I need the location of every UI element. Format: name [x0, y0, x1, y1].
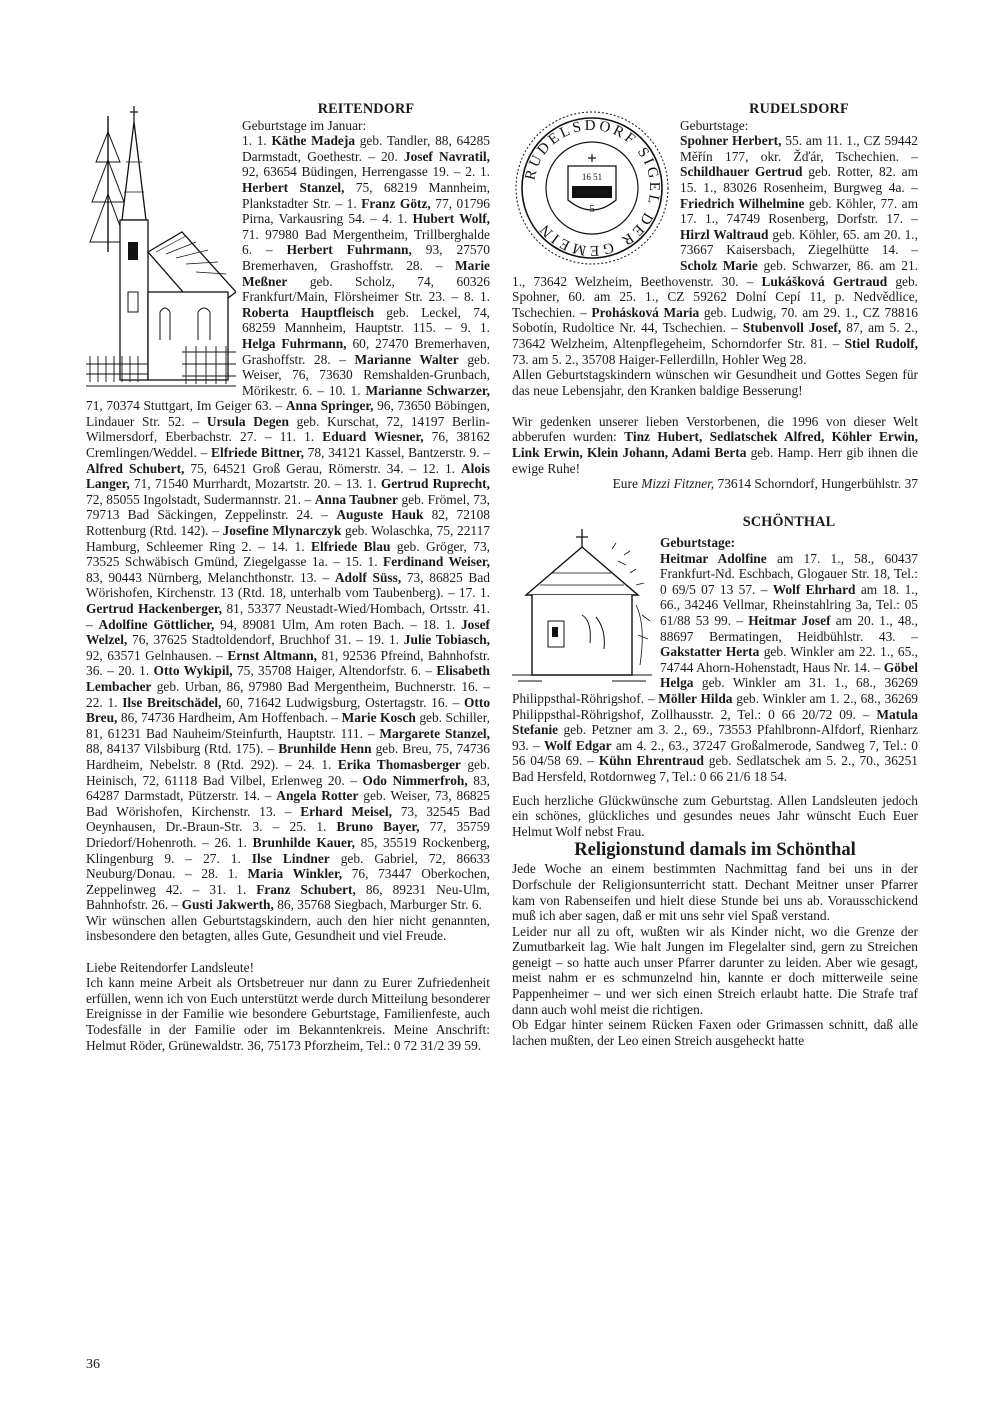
birthday-details: geb. Winkler am 1. 2., 68., 36269 Philippsthal-Röhrigshof, Zollhausstr. 2, Tel.: 0 66 20/72 09.	[512, 690, 918, 722]
separator: –	[102, 663, 119, 679]
religion-article	[512, 861, 918, 1048]
rudelsdorf-intro: Geburtstage:	[680, 117, 749, 133]
birthday-details: 88, 84137 Vilsbiburg (Rtd. 175).	[86, 741, 264, 757]
birthday-name: Möller Hilda	[658, 690, 733, 706]
birthday-name: Josefine Mlynarczyk	[222, 523, 342, 539]
separator: –	[259, 788, 277, 804]
separator: –	[256, 429, 280, 445]
birthday-details: 83, 90443 Nürnberg, Melanchthonstr. 13.	[86, 569, 317, 585]
birthday-name: Franz Schubert,	[256, 881, 356, 897]
birthday-date: 8. 1.	[463, 289, 491, 305]
birthday-name: Gertrud Ruprecht,	[380, 476, 490, 492]
birthday-details: geb. Gröger, 73, 73525 Schwäbisch Gmünd, Ziegelgasse 1a.	[86, 538, 490, 570]
birthday-details: geb. Gabriel, 72, 86633 Neuburg/Donau.	[86, 850, 490, 882]
rudelsdorf-memorial	[512, 414, 918, 476]
birthday-date: 1.	[346, 195, 362, 211]
memorial-names: Tinz Hubert, Sedlatschek Alfred, Köhler Erwin, Link Erwin, Klein Johann, Adami Berta	[512, 429, 919, 461]
birthday-name: Josef Navratil,	[403, 148, 490, 164]
rudelsdorf-seal	[512, 108, 672, 268]
birthday-name: Erhard Meisel,	[300, 803, 392, 819]
signature-name: Mizzi Fitzner,	[641, 476, 715, 492]
birthday-details: 76, 37625 Stadtoldendorf, Bruchhof 31.	[127, 632, 352, 648]
birthday-name: Herbert Stanzel,	[242, 179, 345, 195]
birthday-details: 85, 35519 Rockenberg, Klingenburg 9.	[86, 834, 491, 866]
birthday-details: 77, 35759 Driedorf/Hohenroth.	[86, 819, 490, 850]
birthday-details: am 18. 1., 66., 34246 Vellmar, Rheinstahlring 3a, Tel.: 05 61/88 53 99.	[660, 581, 919, 628]
separator: –	[351, 632, 368, 648]
birthday-details: geb. Spohner, 60. am 25. 1., CZ 59262 Dolní Cepí 11, p. Nedvědlice, Tschechien.	[512, 273, 918, 320]
birthday-details: 72, 85055 Ingolstadt, Sudermannstr. 21.	[86, 491, 301, 507]
separator: –	[196, 445, 212, 461]
separator: –	[316, 569, 335, 585]
birthday-details: geb. Sedlatschek am 5. 2., 70., 36251 Bad Hersfeld, Rotdornweg 7, Tel.: 0 66 21/6 18 54.	[512, 753, 918, 784]
birthday-name: Margarete Stanzel,	[379, 725, 490, 741]
separator: –	[262, 819, 290, 835]
birthday-details: 73, 32545 Bad Oeynhausen, Dr.-Braun-Str. 3.	[86, 803, 491, 835]
birthday-details: geb. Köhler, 77. am 17. 1., 74749 Rosenberg, Dorfstr. 17.	[680, 195, 918, 227]
separator: –	[263, 741, 279, 757]
birthday-name: Erika Thomasberger	[337, 756, 461, 772]
birthday-name: Stiel Rudolf,	[844, 335, 918, 351]
birthday-details: geb. Weiser, 73, 86825 Bad Wörishofen, Kirchenstr. 13.	[86, 788, 490, 819]
separator: –	[903, 211, 918, 227]
birthday-details: 92, 63571 Gelnhausen.	[86, 647, 212, 663]
birthday-details: 82, 72108 Rottenburg (Rtd. 142).	[86, 507, 490, 539]
birthday-name: Auguste Hauk	[336, 507, 424, 523]
separator: –	[174, 850, 204, 866]
separator: –	[904, 179, 919, 195]
birthday-name: Helga Fuhrmann,	[242, 335, 347, 351]
birthday-details: 76, 38162 Cremlingen/Weddel.	[86, 429, 491, 461]
chapel-illustration	[512, 525, 652, 685]
birthday-name: Ernst Altmann,	[227, 647, 318, 663]
birthday-name: Hubert Wolf,	[412, 211, 491, 227]
birthday-name: Maria Winkler,	[247, 866, 343, 882]
signature-address: 73614 Schorndorf, Hungerbühlstr. 37	[717, 476, 918, 492]
birthday-details: 81, 92536 Pfreind, Bahnhofstr. 36.	[86, 647, 490, 679]
birthday-details: 83, 64287 Darmstadt, Pützerstr. 14.	[86, 772, 490, 804]
separator: –	[731, 613, 749, 628]
birthday-date: 24. 1.	[298, 756, 338, 772]
birthday-date: 25. 1.	[289, 819, 337, 835]
birthday-name: Ursula Degen	[206, 413, 289, 429]
religion-paragraph: Ob Edgar hinter seinem Rücken Faxen oder Grimassen schnitt, daß alle lachen mußten, der Leo einen Streich ausgeheckt hatte	[512, 1017, 918, 1048]
birthday-details: 55. am 11. 1., CZ 59442 Měřín 177, okr. Žďár, Tschechien.	[680, 133, 919, 164]
birthday-details: 60, 27470 Bremerhaven, Grashoffstr. 28.	[242, 335, 490, 367]
birthday-name: Prohásková Maria	[591, 304, 700, 320]
birthday-date: 27. 1.	[203, 850, 252, 866]
separator: –	[421, 663, 437, 679]
birthday-details: geb. Frömel, 73, 79713 Bad Säckingen, Zeppelinstr. 24.	[86, 491, 490, 523]
birthday-details: 71, 70374 Stuttgart, Im Geiger 63.	[86, 398, 272, 414]
memorial-tail: geb. Hamp. Herr gib ihnen die ewige Ruhe!	[512, 445, 918, 476]
rudelsdorf-title: RUDELSDORF	[749, 101, 849, 117]
birthday-name: Heitmar Adolfine	[660, 550, 767, 566]
birthday-details: 93, 27570 Bremerhaven, Grashoffstr. 28.	[242, 242, 490, 273]
birthday-date: 10. 1.	[328, 382, 366, 398]
reitendorf-wishes: Wir wünschen allen Geburtstagskindern, auch den hier nicht genannten, insbesondere den betagten, alles Gute, Gesundheit und viel Freude.	[86, 912, 490, 944]
birthday-details: 71, 71540 Murrhardt, Mozartstr. 20.	[129, 476, 331, 492]
birthday-name: Anna Taubner	[314, 491, 398, 507]
reitendorf-letter-greeting: Liebe Reitendorfer Landsleute!	[86, 959, 255, 975]
separator: –	[443, 585, 459, 601]
birthday-name: Adolfine Göttlicher,	[98, 616, 215, 632]
birthday-details: am 17. 1., 58., 60437 Frankfurt-Nd. Eschbach, Glogauer Str. 18, Tel.: 0 69/5 07 13 57.	[660, 550, 918, 597]
birthday-name: Friedrich Wilhelmine	[680, 195, 805, 211]
birthday-name: Göbel Helga	[660, 659, 918, 691]
separator: –	[344, 772, 363, 788]
birthday-name: Gusti Jakwerth,	[181, 897, 274, 913]
birthday-date: 22. 1.	[86, 694, 123, 710]
separator: –	[582, 753, 599, 769]
page-number: 36	[86, 1357, 100, 1372]
birthday-date: 18. 1.	[422, 616, 461, 632]
birthday-name: Anna Springer,	[285, 398, 374, 414]
separator: –	[312, 382, 329, 398]
birthday-details: geb. Tandler, 88, 64285 Darmstadt, Goethestr.	[242, 133, 490, 164]
birthday-name: Hirzl Waltraud	[680, 226, 769, 242]
birthday-name: Elisabeth Lembacher	[86, 663, 490, 694]
birthday-name: Schildhauer Gertrud	[680, 164, 803, 180]
birthday-name: Franz Götz,	[361, 195, 431, 211]
memorial-lead: Wir gedenken unserer lieben Verstorbenen, die 1996 von dieser Welt abberufen wurden:	[512, 413, 918, 445]
separator: –	[528, 737, 545, 753]
birthday-name: Otto Breu,	[86, 694, 491, 726]
schoenthal-wishes: Euch herzliche Glückwünsche zum Geburtstag. Allen Landsleuten jedoch ein schönes, glückliches und gesundes neues Jahr wünscht Euch Euer Helmut Wolf nebst Frau.	[512, 792, 918, 839]
separator: –	[168, 897, 182, 913]
birthday-name: Bruno Bayer,	[336, 819, 420, 835]
separator: –	[362, 725, 380, 741]
separator: –	[895, 628, 919, 644]
birthday-name: Julie Tobiasch,	[403, 632, 491, 648]
birthday-details: geb. Köhler, 65. am 20. 1., 73667 Kaisersbach, Ziegelhütte 14.	[680, 226, 918, 258]
religion-paragraph: Leider nur all zu oft, wußten wir als Kinder nicht, wo die Grenze der Zumutbarkeit lag. Wie halt Jungen im Flegelalter sind, gern zu Streichen geneigt – so hatte auch unser Pfarrer darunter zu leiden. Aber wie gesagt, meist nahm er es schmunzelnd hin, kannte er doch mitterweile seine Pappenheimer – und wer sich einen Streich erlaubt hatte. Die Strafe traf dann auch wohl meist die richtigen.	[512, 923, 918, 1017]
separator: –	[361, 148, 381, 164]
birthday-name: Kühn Ehrentraud	[598, 753, 704, 769]
birthday-details: geb. Urban, 86, 97980 Bad Mergentheim, Buchnerstr. 16.	[151, 678, 479, 694]
birthday-details: geb. Wolaschka, 75, 22117 Hamburg, Schleemer Ring 2.	[86, 523, 491, 554]
separator: –	[449, 164, 466, 180]
separator: –	[330, 476, 346, 492]
birthday-name: Ilse Lindner	[251, 850, 330, 866]
birthday-name: Marianne Walter	[354, 351, 459, 367]
rudelsdorf-wishes: Allen Geburtstagskindern wünschen wir Gesundheit und Gottes Segen für das neue Lebensjahr, den Kranken baldige Besserung!	[512, 367, 918, 398]
separator: –	[175, 866, 202, 882]
birthday-name: Herbert Fuhrmann,	[286, 242, 412, 258]
separator: –	[479, 445, 490, 461]
birthday-name: Angela Rotter	[276, 788, 359, 804]
birthday-name: Alfred Schubert,	[86, 460, 185, 476]
religion-heading: Religionstund damals im Schönthal	[574, 839, 856, 861]
svg-text:5: 5	[589, 203, 595, 215]
birthday-name: Alois Langer,	[86, 460, 491, 492]
birthday-date: 13. 1.	[345, 476, 381, 492]
birthday-date: 9. 1.	[460, 320, 491, 336]
separator: –	[86, 616, 99, 632]
birthday-date: 1. 1.	[242, 133, 272, 149]
separator: –	[827, 335, 845, 351]
birthday-date: 15. 1.	[345, 554, 384, 570]
separator: –	[422, 257, 456, 273]
birthday-name: Josef Welzel,	[86, 616, 490, 648]
separator: –	[898, 242, 918, 258]
birthday-details: 81, 53377 Neustadt-Wied/Hombach, Ortsstr. 41.	[222, 601, 490, 616]
birthday-details: 77, 01796 Pirna, Varkausring 54.	[242, 195, 490, 227]
birthday-date: 19. 1.	[367, 632, 404, 648]
birthday-name: Ferdinand Weiser,	[383, 554, 490, 570]
separator: –	[403, 460, 423, 476]
birthday-date: 20.	[380, 148, 404, 164]
birthday-details: 86, 35768 Siegbach, Marburger Str. 6.	[273, 897, 482, 913]
separator: –	[725, 320, 743, 336]
separator: –	[313, 507, 337, 523]
birthday-name: Elfriede Bittner,	[211, 445, 304, 461]
birthday-details: 75, 35708 Haiger, Altendorfstr. 6.	[232, 663, 422, 679]
birthday-date: 14. 1.	[271, 538, 312, 554]
separator: –	[330, 351, 355, 367]
schoenthal-title: SCHÖNTHAL	[742, 514, 836, 531]
religion-paragraph: Jede Woche an einem bestimmten Nachmittag fand bei uns in der Dorfschule der Religionsunterricht statt. Dechant Meitner unser Pfarrer kam von Rabenseifen und hielt diese Stunde bei uns ab. Vorausschickend muß ich aber sagen, daß er mit uns sehr viel Spaß verstand.	[512, 861, 918, 924]
birthday-details: 94, 89081 Ulm, Am roten Bach.	[214, 616, 405, 632]
birthday-details: geb. Schiller, 81, 61231 Bad Nauheim/Steinfurth, Hauptstr. 111.	[86, 710, 490, 741]
birthday-details: 75, 64521 Groß Gerau, Römerstr. 34.	[184, 460, 404, 476]
birthday-name: Wolf Ehrhard	[772, 581, 856, 597]
separator: –	[435, 320, 461, 336]
birthday-name: Otto Wykipil,	[153, 663, 233, 679]
separator: –	[252, 242, 287, 258]
separator: –	[276, 803, 301, 819]
separator: –	[404, 616, 423, 632]
birthday-details: 71. 97980 Bad Mergentheim, Trillberghalde 6.	[242, 226, 490, 258]
birthday-name: Brunhilde Kauer,	[252, 834, 355, 850]
birthday-name: Gertrud Hackenberger,	[86, 601, 222, 616]
rudelsdorf-signature	[512, 476, 918, 492]
separator: –	[478, 678, 491, 694]
birthday-name: Elfriede Blau	[311, 538, 391, 554]
birthday-details: geb. Winkler am 31. 1., 68., 36269 Philippsthal-Röhrigshof.	[512, 675, 918, 706]
reitendorf-title: REITENDORF	[317, 101, 415, 117]
birthday-details: 60, 71642 Ludwigsburg, Ostertagstr. 16.	[221, 694, 448, 710]
seal-year: 16 51	[581, 172, 603, 182]
separator: –	[644, 690, 659, 706]
birthday-name: Heitmar Josef	[748, 613, 831, 628]
birthday-name: Marianne Schwarzer,	[365, 382, 490, 398]
separator: –	[327, 554, 346, 570]
separator: –	[447, 694, 464, 710]
birthday-name: Käthe Madeja	[271, 133, 356, 149]
reitendorf-letter-body: Ich kann meine Arbeit als Ortsbetreuer nur dann zu Eurer Zufriedenheit erfüllen, wenn ich von Euch unterstützt werde durch Mitteilung besonderer Ereignisse in der Familie wie besondere Geburtstage, Familienfeste, auch Todesfälle in der Familie oder im Bekanntenkreis. Meine Anschrift: Helmut Röder, Grünewaldstr. 36, 75173 Pforzheim, Tel.: 0 72 31/2 39 59.	[86, 975, 490, 1053]
birthday-date: 31. 1.	[209, 881, 257, 897]
separator: –	[755, 581, 773, 597]
separator: –	[330, 195, 347, 211]
birthday-date: 20. 1.	[118, 663, 154, 679]
birthday-name: Odo Nimmerfroh,	[362, 772, 468, 788]
birthday-details: am 20. 1., 48., 88697 Bermatingen, Heidbühlstr. 43.	[660, 613, 919, 644]
birthday-name: Eduard Wiesner,	[322, 429, 424, 445]
separator: –	[899, 148, 918, 164]
birthday-name: Lukášková Gertraud	[761, 273, 888, 289]
right-column	[512, 102, 918, 1048]
schoenthal-intro: Geburtstage:	[660, 535, 736, 551]
birthday-name: Marie Kosch	[341, 710, 416, 726]
birthday-details: geb. Heinisch, 72, 61118 Bad Vilbel, Erlenweg 20.	[86, 756, 491, 788]
separator: –	[184, 413, 207, 429]
birthday-details: geb. Schwarzer, 86. am 21. 1., 73642 Welzheim, Beethovenstr. 30.	[512, 257, 918, 289]
birthday-date: 26. 1.	[214, 834, 253, 850]
birthday-details: 78, 34121 Kassel, Bantzerstr. 9.	[303, 445, 480, 461]
birthday-details: 87, am 5. 2., 73642 Welzheim, Altenpflegeheim, Schorndorfer Str. 81.	[512, 320, 918, 351]
birthday-name: Spohner Herbert,	[680, 133, 782, 149]
separator: –	[182, 881, 210, 897]
separator: –	[575, 304, 592, 320]
birthday-details: 92, 63654 Büdingen, Herrengasse 19.	[242, 164, 450, 180]
birthday-details: geb. Rotter, 82. am 15. 1., 83026 Rosenheim, Burgweg 4a.	[680, 164, 918, 195]
birthday-details: geb. Weiser, 76, 73630 Remshalden-Grunbach, Mörikestr. 6.	[242, 351, 490, 398]
separator: –	[208, 523, 223, 539]
signature-lead: Eure	[612, 476, 638, 492]
birthday-name: Marie Meßner	[242, 257, 490, 289]
birthday-details: geb. Ludwig, 70. am 29. 1., CZ 78816 Sobotín, Rudoltice Nr. 44, Tschechien.	[512, 304, 919, 336]
birthday-details: geb. Breu, 75, 74736 Hardheim, Nebelstr. 8 (Rtd. 292).	[86, 741, 490, 772]
birthday-name: Matula Stefanie	[512, 706, 918, 738]
birthday-name: Adolf Süss,	[334, 569, 402, 585]
birthday-details: 96, 73650 Böbingen, Lindauer Str. 52.	[86, 398, 490, 429]
birthday-details: geb. Petzner am 3. 2., 69., 73553 Pfahlbronn-Alfdorf, Rienharz 93.	[512, 722, 918, 753]
birthday-name: Brunhilde Henn	[278, 741, 372, 757]
separator: –	[278, 756, 299, 772]
church-illustration	[86, 102, 236, 390]
birthday-date: 2. 1.	[465, 164, 491, 180]
reitendorf-column	[86, 102, 490, 1053]
separator: –	[211, 647, 228, 663]
birthday-details: 76, 73447 Oberkochen, Zeppelinweg 42.	[86, 866, 491, 897]
birthday-name: Wolf Edgar	[544, 737, 612, 753]
birthday-details: am 4. 2., 63., 37247 Großalmerode, Sandweg 7, Tel.: 0 56 04/58 69.	[512, 737, 918, 769]
separator: –	[327, 710, 342, 726]
separator: –	[445, 289, 464, 305]
birthday-details: 86, 89231 Neu-Ulm, Bahnhofstr. 26.	[86, 881, 491, 913]
birthday-details: 75, 68219 Mannheim, Plankstadter Str.	[242, 179, 490, 211]
reitendorf-intro: Geburtstage im Januar:	[242, 117, 367, 133]
separator: –	[870, 659, 884, 675]
birthday-name: Roberta Hauptfleisch	[242, 304, 375, 320]
birthday-details: geb. Leckel, 74, 68259 Mannheim, Hauptstr. 115.	[242, 304, 490, 336]
separator: –	[271, 398, 286, 414]
separator: –	[738, 273, 762, 289]
birthday-details: geb. Scholz, 74, 60326 Frankfurt/Main, Flörsheimer Str. 23.	[242, 273, 490, 305]
separator: –	[196, 834, 215, 850]
birthday-date: 28. 1.	[201, 866, 248, 882]
birthday-name: Gakstatter Herta	[660, 644, 760, 660]
birthday-name: Stubenvoll Josef,	[742, 320, 842, 336]
birthday-date: 12. 1.	[422, 460, 461, 476]
seal-text: RUDELSDORF SIGEL DER GEMEIN	[522, 117, 663, 259]
birthday-date: 4. 1.	[382, 211, 413, 227]
birthday-details: 73, 86825 Bad Wörishofen, Kirchenstr. 13 (Rtd. 18, unterhalb vom Taubenberg).	[86, 569, 491, 601]
birthday-details: 73. am 5. 2., 35708 Haiger-Fellerdilln, Hohler Weg 28.	[512, 351, 807, 367]
separator: –	[365, 211, 383, 227]
birthday-details: geb. Kurschat, 72, 14197 Berlin-Wilmersdorf, Eberbachstr. 27.	[86, 413, 490, 445]
birthday-details: 86, 74736 Hardheim, Am Hoffenbach.	[117, 710, 328, 726]
birthday-details: geb. Winkler am 22. 1., 65., 74744 Ahorn-Hohenstadt, Haus Nr. 14.	[660, 644, 919, 675]
separator: –	[300, 491, 315, 507]
birthday-name: Ilse Breitschädel,	[122, 694, 222, 710]
separator: –	[855, 706, 877, 722]
birthday-date: 17. 1.	[458, 585, 490, 601]
separator: –	[251, 538, 272, 554]
birthday-name: Scholz Marie	[680, 257, 758, 273]
birthday-date: 11. 1.	[279, 429, 323, 445]
